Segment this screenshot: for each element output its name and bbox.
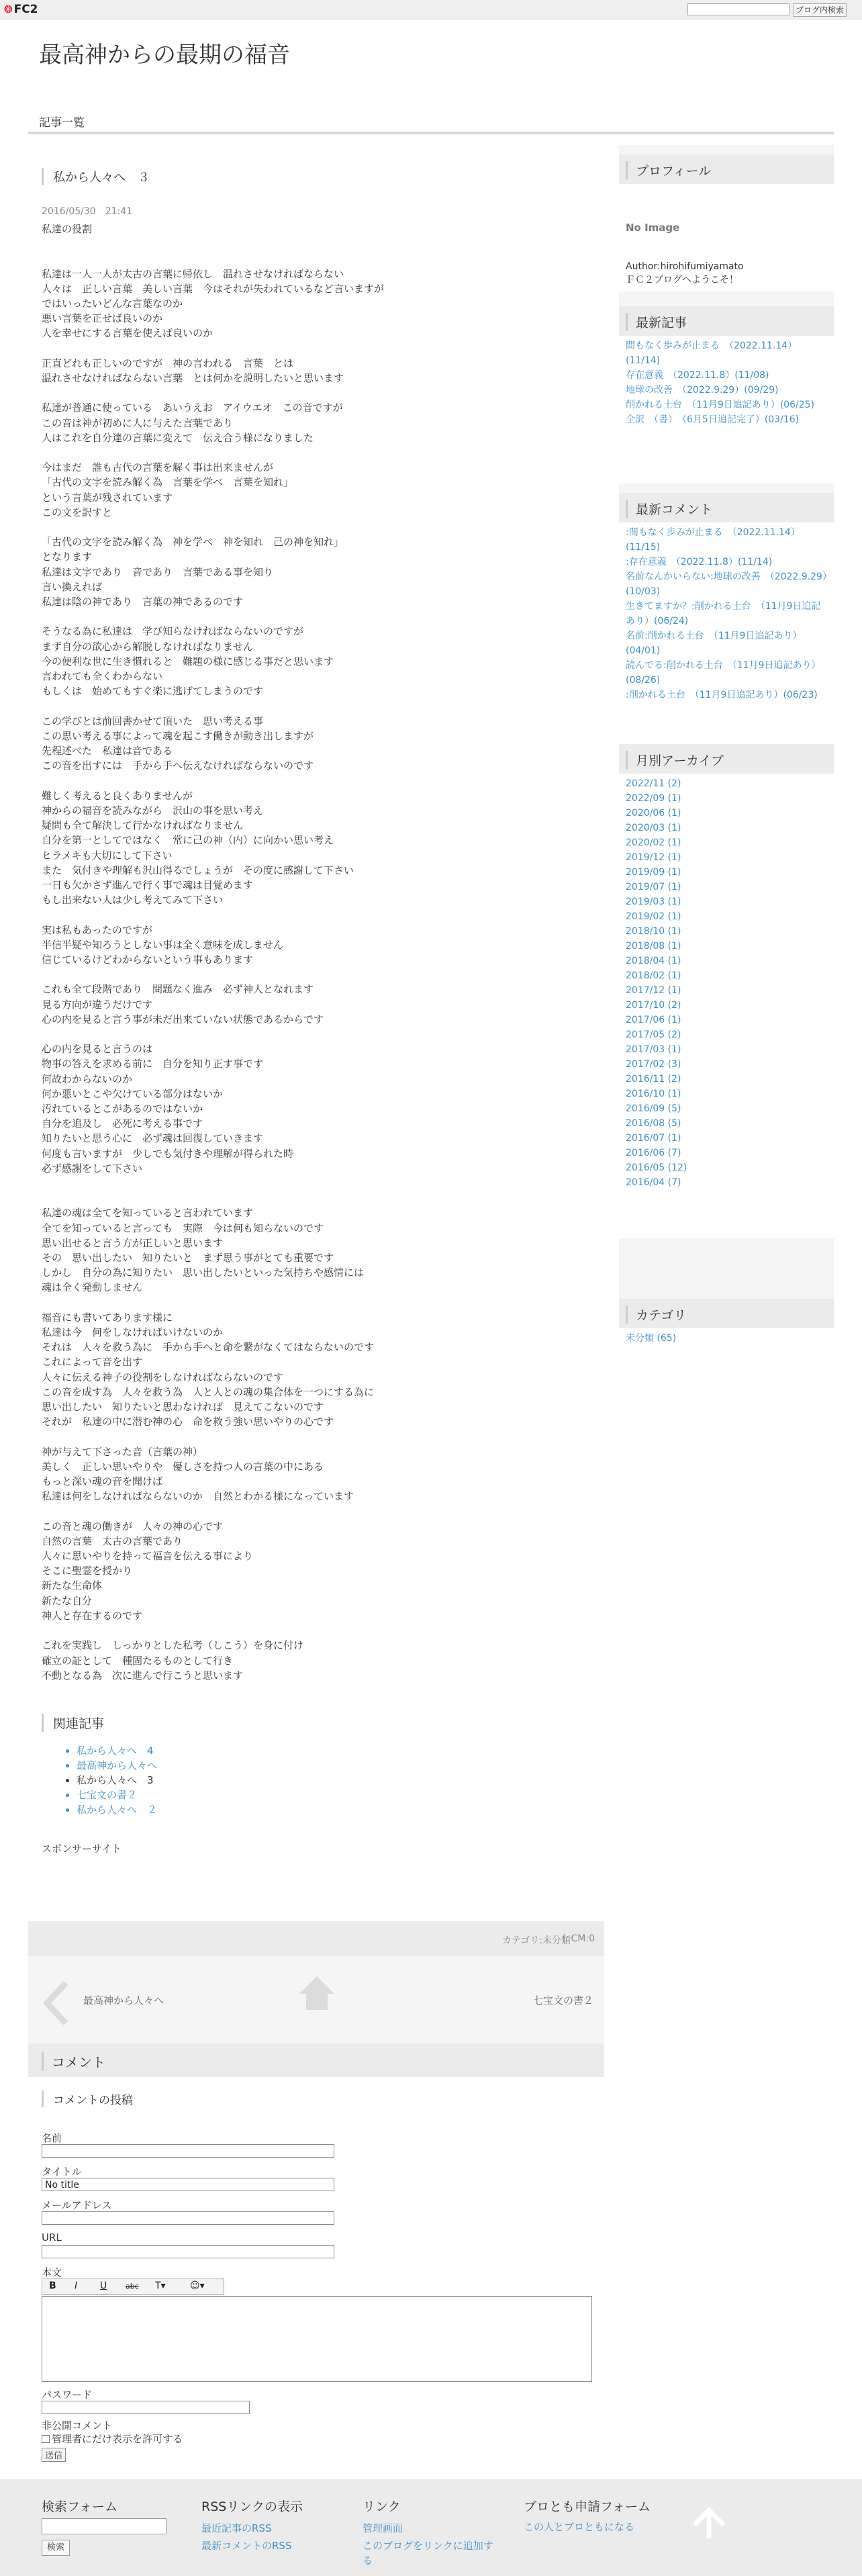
related-article-link[interactable]: • 最高神から人々へ [77, 1758, 157, 1773]
entry-title[interactable]: 私から人々へ ３ [42, 168, 150, 185]
author-name: Author:hirohifumiyamato [626, 261, 744, 272]
archive-link[interactable]: 2016/10 (1) [626, 1089, 681, 1099]
body-label: 本文 [42, 2266, 62, 2279]
archive-link[interactable]: 2020/02 (1) [626, 837, 681, 848]
category-item-link[interactable]: 未分類 (65) [626, 1333, 677, 1344]
recent-post-link[interactable]: 全訳 （書） （6月5日追記完了）(03/16) [626, 414, 800, 425]
recent-comments-list [626, 525, 827, 702]
related-articles-list [63, 1743, 157, 1817]
archive-link[interactable]: 2019/09 (1) [626, 867, 681, 878]
archive-link[interactable]: 2016/07 (1) [626, 1133, 681, 1144]
comment-editor-toolbar [42, 2279, 224, 2295]
main-column [28, 145, 604, 2482]
admin-only-checkbox[interactable] [42, 2435, 50, 2443]
admin-only-label: 管理者にだけ表示を許可する [52, 2433, 183, 2445]
prev-arrow-icon[interactable] [42, 1979, 71, 2031]
archive-link[interactable]: 2017/03 (1) [626, 1044, 681, 1055]
comment-section-header [28, 2043, 604, 2077]
entry-footer [28, 1921, 604, 1956]
archive-link[interactable]: 2016/05 (12) [626, 1162, 687, 1173]
entry-pager [28, 1956, 604, 2043]
category-link[interactable]: カテゴリ:未分類 [501, 1935, 571, 1946]
comment-title: コメント [42, 2052, 105, 2071]
recent-post-link[interactable]: 間もなく歩みが止まる （2022.11.14）(11/14) [626, 340, 798, 366]
nav-item-article-list[interactable]: 記事一覧 [39, 116, 85, 130]
archive-link[interactable]: 2017/05 (2) [626, 1029, 681, 1040]
archive-link[interactable]: 2018/10 (1) [626, 926, 681, 937]
strike-button[interactable]: abc [126, 2282, 139, 2291]
welcome-text: ＦＣ２ブログへようこそ！ [626, 275, 738, 285]
entry-body: 私達の役割 私達は一人一人が太古の言葉に帰依し 温れさせなければならない 人々は 正しい言葉 美しい言葉 今はそれが失われているなど言いますが ではいったいどんな言葉なのか 悪い言葉を正せば良いのか 人を幸せにする言葉を使えば良いのか 正直どれも正しいのですが 神の言われる 言葉 とは 温れさせなければならない言葉 とは何かを説明したいと思います 私達が普通に使っている あいうえお アイウエオ この音ですが この音は神が初めに人に与えた言葉であり 人はこれを自分達の言葉に変えて 伝え合う様になりました 今はまだ 誰も古代の言葉を解く事は出来ませんが 「古代の文字を読み解く為 言葉を学べ 言葉を知れ」 という言葉が残されています この文を訳すと 「古代の文字を読み解く為 神を学べ 神を知れ 己の神を知れ」 となります 私達は文字であり 音であり 言葉である事を知り 言い換えれば 私達は陰の神であり 言葉の神であるのです そうなる為に私達は 学び知らなければならないのですが まず自分の欲心から解脱しなければなりません 今の便利な世に生き慣れると 難題の様に感じる事だと思います 言われても全くわからない もしくは 始めてもすぐ楽に逃げてしまうのです この学びとは前回書かせて頂いた 思い考える事 この思い考える事によって魂を起こす働きが動き出しますが 先程述べた 私達は音である この音を出すには 手から手へ伝えなければならないのです 難しく考えると良くありませんが 神からの福音を読みながら 沢山の事を思い考え 疑問も全て解決して行かなければなりません 自分を第一としてではなく 常に己の神（内）に向かい思い考え ヒラメキも大切にして下さい また 気付きや理解も沢山得るでしょうが その度に感謝して下さい 一日も欠かさず進んで行く事で魂は目覚めます もし出来ない人は少し考えてみて下さい 実は私もあったのですが 半信半疑や知ろうとしない事は全く意味を成しません 信じているけどわからないという事もあります これも全て段階であり 問題なく進み 必ず神人となれます 見る方向が違うだけです 心の内を見ると言う事が未だ出来ていない状態であるからです 心の内を見ると言うのは 物事の答えを求める前に 自分を知り正す事です 何故わからないのか 何か悪いとこや欠けている部分はないか 汚れているとこがあるのではないか 自分を追及し 必死に考える事です 知りたいと思う心に 必ず魂は回復していきます 何度も言いますが 少しでも気付きや理解が得られた時 必ず感謝をして下さい 私達の魂は全てを知っていると言われています 全てを知っていると言っても 実際 今は何も知らないのです 思い出せると言う方が正しいと思います その 思い出したい 知りたいと まず思う事がとても重要です しかし 自分の為に知りたい 思い出したいといった気持ちや感情には 魂は全く発動しません 福音にも書いてあります様に 私達は今 何をしなければいけないのか それは 人々を救う為に 手から手へと命を繋がなくてはならないのです これによって音を出す 人々に伝える神子の役割をしなければならないのです この音を成す為 人々を救う為 人と人との魂の集合体を一つにする為に 思い出したい 知りたいと思わなければ 見えてこないのです それが 私達の中に潜む神の心 命を救う強い思いやりの心です 神が与えて下さった音（言葉の神） 美しく 正しい思いやりや 優しさを持つ人の言葉の中にある もっと深い魂の音を聞けば 私達は何をしなければならないのか 自然とわかる様になっています この音と魂の働きが 人々の神の心です 自然の言葉 太古の言葉であり 人々に思いやりを持って福音を伝える事により そこに聖霊を授かり 新たな生命体 新たな自分 神人と存在するのです これを実践し しっかりとした私考（しこう）を身に付け 確立の証として 種固たるものとして行き 不動となる為 次に進んで行こうと思います [42, 223, 385, 1682]
fc2-topbar [0, 0, 862, 19]
footer [0, 2479, 862, 2576]
entry-date: 2016/05/30 21:41 [42, 206, 133, 217]
related-article-link[interactable]: • 私から人々へ 4 [77, 1743, 157, 1758]
recent-posts-list [626, 338, 827, 427]
title-label: タイトル [42, 2166, 82, 2178]
title-field[interactable]: No title [42, 2178, 334, 2191]
admin-link[interactable]: 管理画面 [363, 2522, 403, 2534]
archive-link[interactable]: 2019/12 (1) [626, 852, 681, 863]
footer-links [363, 2498, 497, 2568]
recent-posts-title: 最新記事 [626, 313, 687, 331]
next-entry-link[interactable]: 七宝文の書２ [532, 1994, 593, 2007]
rss-recent-link[interactable]: 最近記事のRSS [201, 2522, 272, 2534]
monthly-archive-title: 月別アーカイブ [626, 751, 724, 769]
profile-body [619, 184, 834, 291]
archive-link[interactable]: 2019/02 (1) [626, 911, 681, 922]
italic-button[interactable]: I [75, 2281, 78, 2291]
archive-link[interactable]: 2018/02 (1) [626, 970, 681, 981]
blog-search-input[interactable] [687, 3, 789, 15]
email-label: メールアドレス [42, 2199, 112, 2211]
category-header [619, 1299, 834, 1328]
footer-search-title: 検索フォーム [42, 2499, 118, 2514]
related-articles-title: 関連記事 [42, 1714, 104, 1732]
home-icon[interactable] [297, 1974, 337, 2014]
email-field[interactable] [42, 2211, 334, 2225]
comment-body-textarea[interactable] [42, 2296, 592, 2382]
footer-search-button[interactable]: 検索 [42, 2540, 70, 2556]
footer-rss-title: RSSリンクの表示 [201, 2499, 303, 2514]
sidebar [619, 145, 834, 1405]
archive-link[interactable]: 2017/02 (3) [626, 1059, 681, 1070]
underline-button[interactable]: U [100, 2281, 107, 2291]
recent-comment-link[interactable]: 名前なんかいらない:地球の改善 （2022.9.29）(10/03) [626, 571, 827, 597]
recent-comment-link[interactable]: 読んでる:削かれる土台 （11月9日追記あり）(08/26) [626, 660, 821, 686]
comment-form [28, 2077, 604, 2482]
archive-link[interactable]: 2016/06 (7) [626, 1148, 681, 1158]
bold-button[interactable]: B [49, 2281, 56, 2291]
site-title[interactable]: 最高神からの最期の福音 [39, 42, 290, 68]
category-list [626, 1331, 827, 1346]
recent-comment-link[interactable]: :存在意義 （2022.11.8）(11/14) [626, 557, 773, 567]
archive-link[interactable]: 2017/06 (1) [626, 1015, 681, 1025]
related-article-current: • 私から人々へ 3 [77, 1773, 157, 1788]
no-image-placeholder: No Image [626, 222, 680, 234]
recent-post-link[interactable]: 存在意義 （2022.11.8）(11/08) [626, 370, 769, 381]
back-to-top-icon[interactable] [687, 2498, 730, 2541]
archive-link[interactable]: 2019/07 (1) [626, 882, 681, 892]
archive-link[interactable]: 2020/03 (1) [626, 823, 681, 833]
main-nav [28, 107, 834, 134]
friend-request-link[interactable]: この人とブロともになる [524, 2521, 635, 2533]
password-label: パスワード [42, 2389, 93, 2401]
recent-comment-link[interactable]: 生きてますか？:削かれる土台 （11月9日追記あり）(06/24) [626, 601, 821, 627]
recent-posts-body [619, 336, 834, 484]
entry [28, 145, 604, 1921]
related-article-link[interactable]: • 七宝文の書２ [77, 1788, 157, 1802]
footer-search-input[interactable] [42, 2518, 166, 2534]
submit-button[interactable]: 送信 [42, 2448, 66, 2462]
admin-only-option[interactable] [42, 2432, 183, 2446]
footer-friend-title: ブロとも申請フォーム [524, 2499, 651, 2514]
password-field[interactable] [42, 2401, 250, 2414]
archive-link[interactable]: 2016/04 (7) [626, 1177, 681, 1188]
footer-rss [201, 2498, 336, 2553]
monthly-archive-list [626, 776, 827, 1190]
category-body [619, 1328, 834, 1405]
monthly-archive-body [619, 774, 834, 1238]
profile-header [619, 154, 834, 184]
comment-form-title: コメントの投稿 [42, 2090, 133, 2107]
add-link-link[interactable]: このブログをリンクに追加する [363, 2540, 493, 2567]
recent-comments-title: 最新コメント [626, 500, 712, 518]
category-title: カテゴリ [626, 1305, 686, 1324]
footer-friend [524, 2498, 658, 2534]
fc2-logo[interactable] [4, 3, 38, 16]
recent-comment-link[interactable]: :間もなく歩みが止まる （2022.11.14）(11/15) [626, 527, 800, 553]
blog-search-button[interactable]: ブログ内検索 [793, 3, 847, 17]
archive-link[interactable]: 2017/10 (2) [626, 1000, 681, 1011]
recent-comments-header [619, 493, 834, 522]
url-label: URL [42, 2232, 62, 2244]
archive-link[interactable]: 2016/08 (5) [626, 1118, 681, 1129]
fc2-logo-mark-icon: ❂ [4, 3, 13, 15]
private-comment-label: 非公開コメント [42, 2420, 113, 2432]
footer-links-title: リンク [363, 2499, 401, 2514]
emoji-button[interactable]: ☺▾ [190, 2281, 205, 2291]
comment-count-link[interactable]: CM:0 [564, 1933, 595, 1944]
archive-link[interactable]: 2018/08 (1) [626, 941, 681, 952]
name-label: 名前 [42, 2132, 62, 2144]
footer-search [42, 2498, 176, 2552]
archive-link[interactable]: 2019/03 (1) [626, 896, 681, 907]
sponsor-site-label: スポンサーサイト [42, 1843, 122, 1855]
monthly-archive-header [619, 744, 834, 774]
archive-link[interactable]: 2016/11 (2) [626, 1074, 681, 1085]
prev-entry-link[interactable]: 最高神から人々へ [83, 1994, 164, 2007]
recent-post-link[interactable]: 地球の改善 （2022.9.29）(09/29) [626, 385, 779, 396]
rss-comments-link[interactable]: 最新コメントのRSS [201, 2540, 292, 2552]
archive-link[interactable]: 2020/06 (1) [626, 808, 681, 819]
url-field[interactable] [42, 2245, 334, 2258]
recent-posts-header [619, 306, 834, 336]
recent-comment-link[interactable]: :削かれる土台 （11月9日追記あり）(06/23) [626, 690, 818, 700]
archive-link[interactable]: 2018/04 (1) [626, 956, 681, 966]
recent-post-link[interactable]: 削かれる土台 （11月9日追記あり）(06/25) [626, 400, 814, 410]
related-article-link[interactable]: • 私から人々へ ２ [77, 1802, 157, 1817]
font-size-button[interactable]: T▾ [155, 2281, 166, 2291]
archive-link[interactable]: 2017/12 (1) [626, 985, 681, 996]
name-field[interactable] [42, 2144, 334, 2158]
archive-link[interactable]: 2022/11 (2) [626, 778, 681, 789]
profile-title: プロフィール [626, 161, 711, 179]
archive-link[interactable]: 2016/09 (5) [626, 1103, 681, 1114]
fc2-logo-text: FC2 [13, 3, 38, 16]
archive-link[interactable]: 2022/09 (1) [626, 793, 681, 804]
recent-comment-link[interactable]: 名前:削かれる土台 （11月9日追記あり）(04/01) [626, 631, 802, 656]
